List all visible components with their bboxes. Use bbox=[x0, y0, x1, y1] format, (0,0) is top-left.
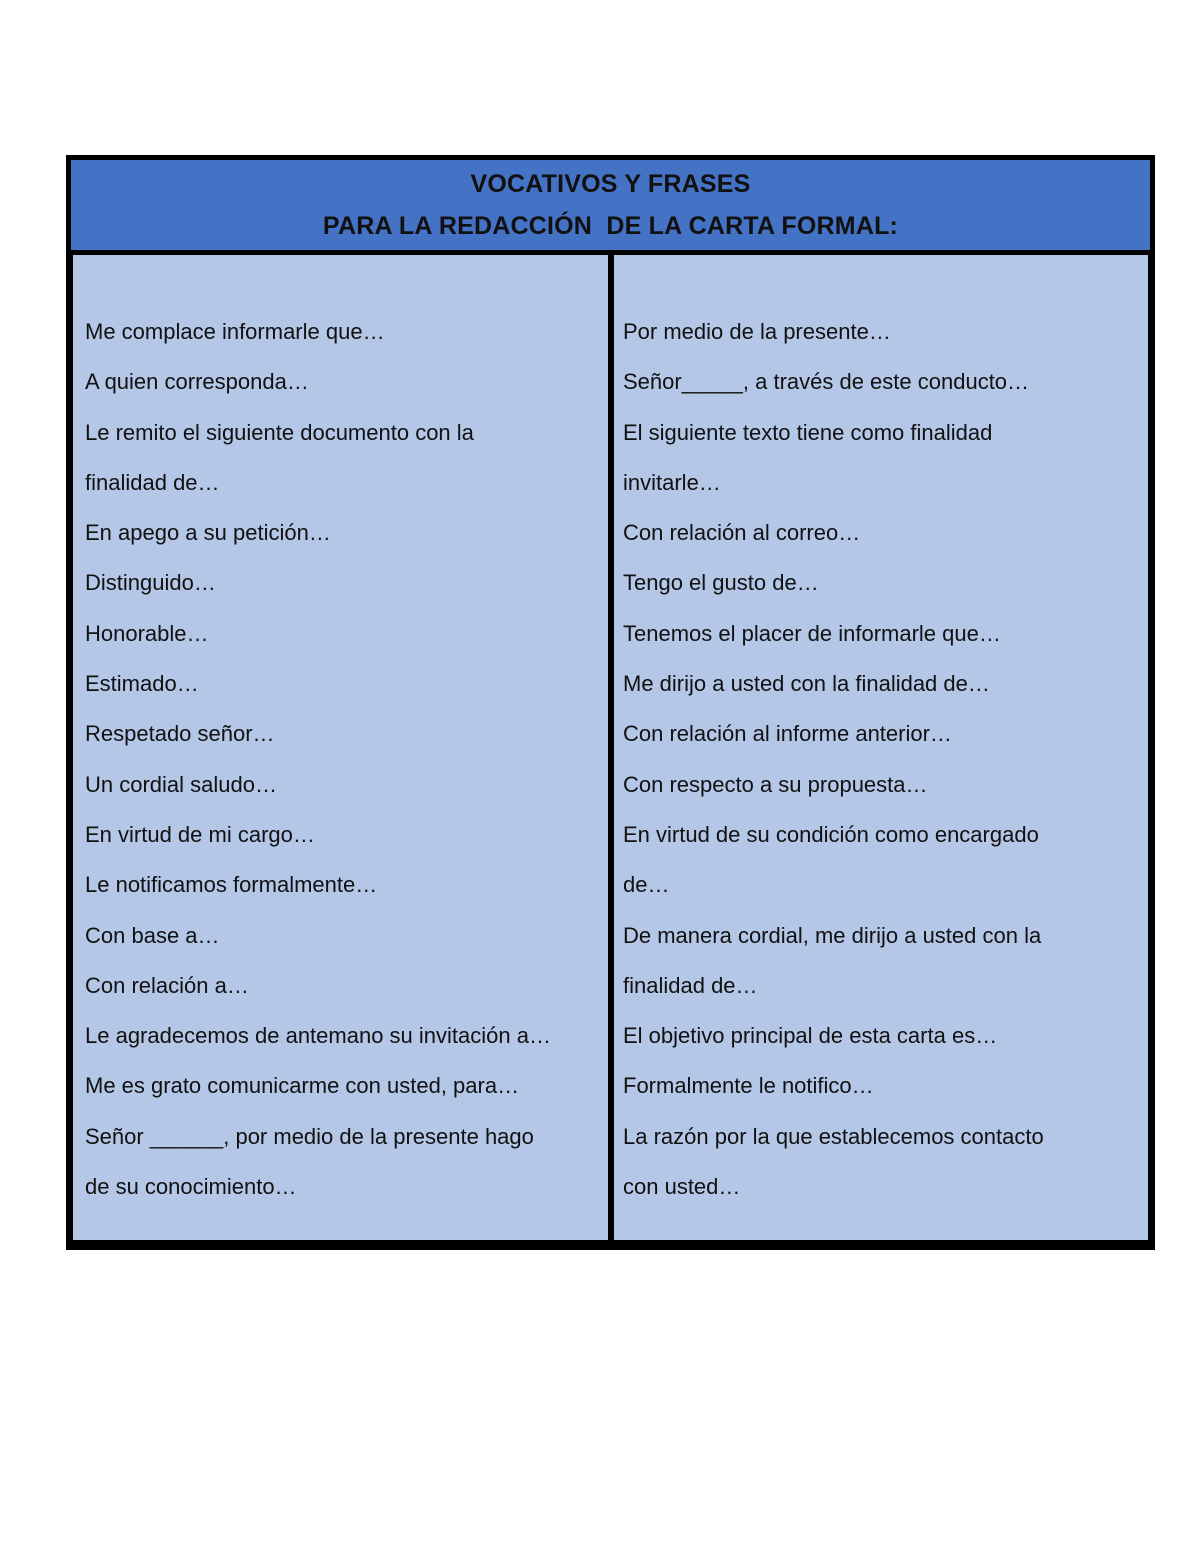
list-item: Con relación al correo… bbox=[623, 520, 861, 546]
list-item: El siguiente texto tiene como finalidad bbox=[623, 419, 993, 445]
list-item: Distinguido… bbox=[85, 570, 216, 596]
list-item: A quien corresponda… bbox=[85, 369, 309, 395]
list-item: invitarle… bbox=[623, 469, 721, 495]
list-item: Le notificamos formalmente… bbox=[85, 872, 378, 898]
list-item: Le remito el siguiente documento con la bbox=[85, 419, 474, 445]
list-item: Me dirijo a usted con la finalidad de… bbox=[623, 671, 990, 697]
list-item: En virtud de mi cargo… bbox=[85, 821, 315, 847]
table-header bbox=[71, 160, 1150, 255]
list-item: Un cordial saludo… bbox=[85, 771, 277, 797]
header-title-line2: PARA LA REDACCIÓN DE LA CARTA FORMAL: bbox=[322, 212, 899, 240]
list-item: Estimado… bbox=[85, 671, 199, 697]
list-item: Con base a… bbox=[85, 922, 220, 948]
list-item: Respetado señor… bbox=[85, 721, 275, 747]
list-item: Le agradecemos de antemano su invitación a… bbox=[85, 1023, 551, 1049]
list-item: En virtud de su condición como encargado bbox=[623, 821, 1039, 847]
phrases-table bbox=[66, 155, 1155, 1250]
list-item: Formalmente le notifico… bbox=[623, 1073, 874, 1099]
list-item: de su conocimiento… bbox=[85, 1174, 297, 1200]
list-item: Señor_____, a través de este conducto… bbox=[623, 369, 1030, 395]
list-item: Por medio de la presente… bbox=[623, 319, 891, 344]
list-item: finalidad de… bbox=[623, 972, 758, 998]
left-column bbox=[73, 255, 608, 1240]
list-item: Con respecto a su propuesta… bbox=[623, 771, 928, 797]
right-column bbox=[614, 255, 1148, 1240]
list-item: finalidad de… bbox=[85, 469, 220, 495]
header-title-line1: VOCATIVOS Y FRASES bbox=[470, 170, 751, 198]
list-item: El objetivo principal de esta carta es… bbox=[623, 1023, 998, 1049]
list-item: Me complace informarle que… bbox=[85, 319, 385, 344]
list-item: De manera cordial, me dirijo a usted con la bbox=[623, 922, 1042, 948]
list-item: Honorable… bbox=[85, 620, 209, 646]
list-item: Con relación al informe anterior… bbox=[623, 721, 952, 747]
list-item: de… bbox=[623, 872, 670, 898]
list-item: La razón por la que establecemos contacto bbox=[623, 1123, 1044, 1149]
list-item: Tenemos el placer de informarle que… bbox=[623, 620, 1001, 646]
list-item: con usted… bbox=[623, 1174, 741, 1200]
list-item: En apego a su petición… bbox=[85, 520, 331, 546]
list-item: Señor ______, por medio de la presente hago bbox=[85, 1123, 534, 1149]
list-item: Me es grato comunicarme con usted, para… bbox=[85, 1073, 520, 1099]
list-item: Con relación a… bbox=[85, 972, 249, 998]
list-item: Tengo el gusto de… bbox=[623, 570, 819, 596]
